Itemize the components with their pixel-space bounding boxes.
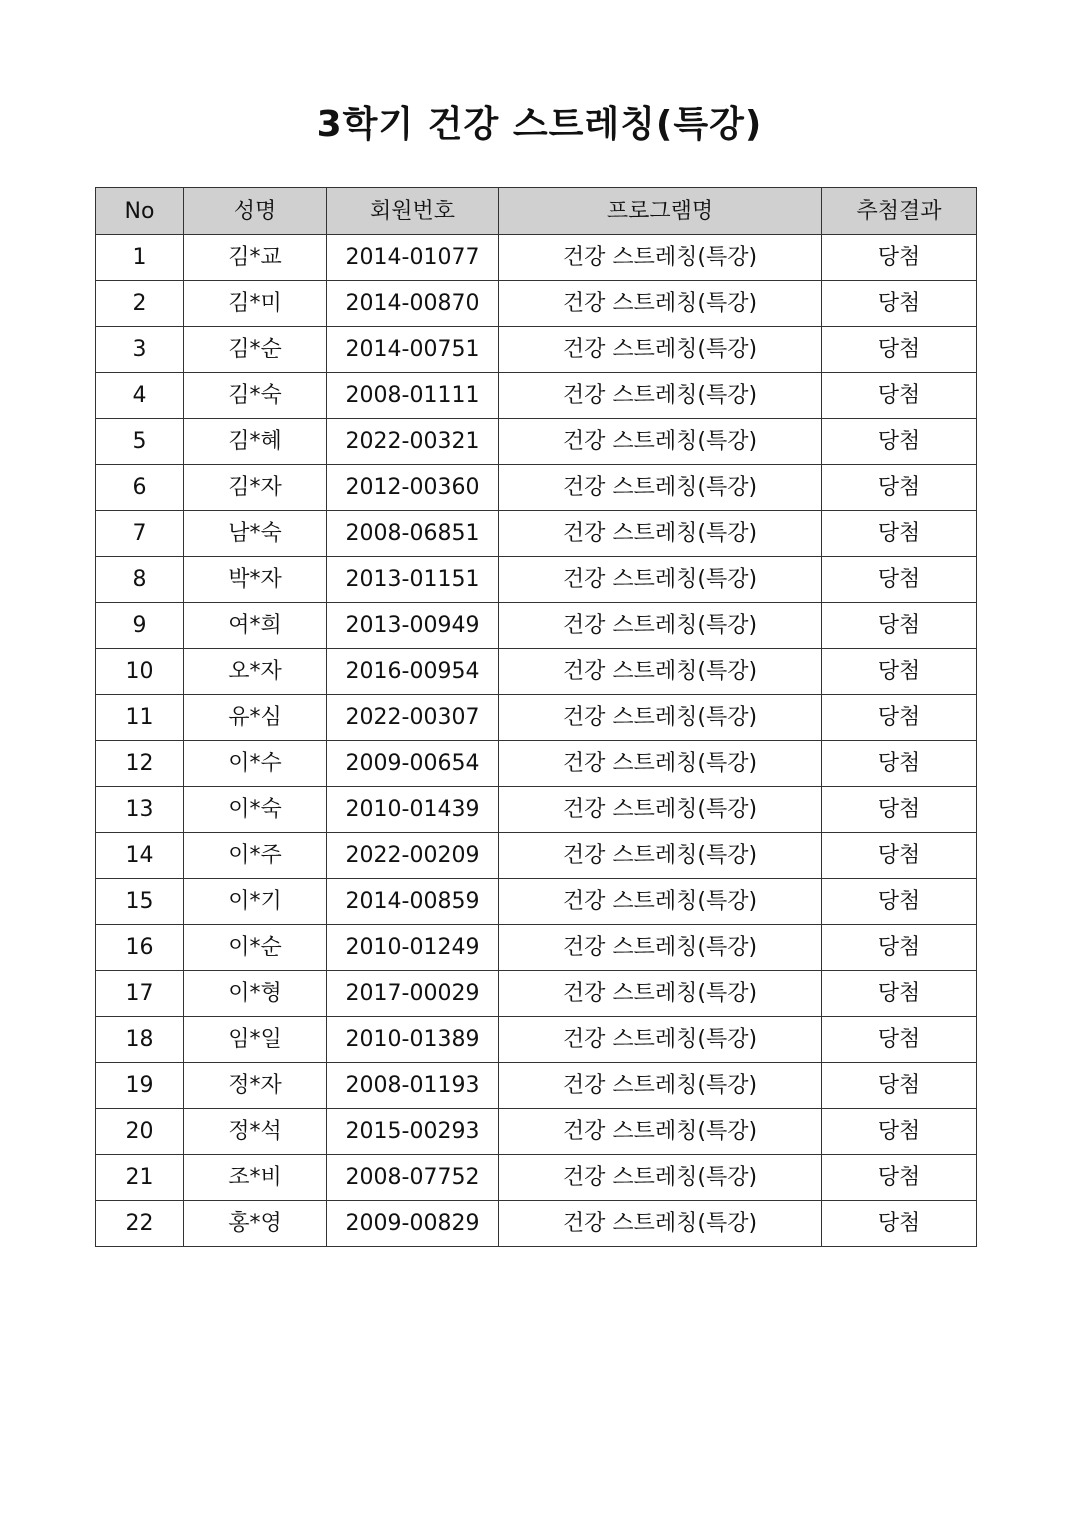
cell-name: 이*형 — [184, 971, 327, 1017]
cell-program: 건강 스트레칭(특강) — [499, 1155, 822, 1201]
cell-result: 당첨 — [822, 1201, 977, 1247]
cell-name: 정*자 — [184, 1063, 327, 1109]
cell-result: 당첨 — [822, 1155, 977, 1201]
cell-member-id: 2008-01111 — [327, 373, 499, 419]
cell-no: 16 — [96, 925, 184, 971]
table-row — [96, 649, 977, 695]
cell-result: 당첨 — [822, 327, 977, 373]
cell-member-id: 2013-01151 — [327, 557, 499, 603]
cell-member-id: 2014-00859 — [327, 879, 499, 925]
cell-name: 김*미 — [184, 281, 327, 327]
cell-name: 김*혜 — [184, 419, 327, 465]
cell-no: 14 — [96, 833, 184, 879]
cell-program: 건강 스트레칭(특강) — [499, 557, 822, 603]
cell-result: 당첨 — [822, 741, 977, 787]
cell-member-id: 2009-00829 — [327, 1201, 499, 1247]
table-row — [96, 1109, 977, 1155]
cell-program: 건강 스트레칭(특강) — [499, 1063, 822, 1109]
cell-no: 2 — [96, 281, 184, 327]
table-row — [96, 879, 977, 925]
table-row — [96, 465, 977, 511]
cell-name: 김*교 — [184, 235, 327, 281]
cell-no: 7 — [96, 511, 184, 557]
cell-name: 박*자 — [184, 557, 327, 603]
cell-name: 조*비 — [184, 1155, 327, 1201]
column-header-no: No — [96, 188, 184, 235]
cell-name: 남*숙 — [184, 511, 327, 557]
cell-no: 11 — [96, 695, 184, 741]
cell-program: 건강 스트레칭(특강) — [499, 327, 822, 373]
cell-result: 당첨 — [822, 419, 977, 465]
cell-name: 여*희 — [184, 603, 327, 649]
cell-member-id: 2017-00029 — [327, 971, 499, 1017]
cell-result: 당첨 — [822, 235, 977, 281]
cell-program: 건강 스트레칭(특강) — [499, 281, 822, 327]
table-row — [96, 925, 977, 971]
column-header-name: 성명 — [184, 188, 327, 235]
table-row — [96, 373, 977, 419]
table-row — [96, 511, 977, 557]
cell-result: 당첨 — [822, 281, 977, 327]
cell-no: 22 — [96, 1201, 184, 1247]
cell-member-id: 2015-00293 — [327, 1109, 499, 1155]
column-header-result: 추첨결과 — [822, 188, 977, 235]
cell-name: 홍*영 — [184, 1201, 327, 1247]
cell-name: 임*일 — [184, 1017, 327, 1063]
table-row — [96, 281, 977, 327]
cell-name: 이*기 — [184, 879, 327, 925]
cell-result: 당첨 — [822, 787, 977, 833]
cell-program: 건강 스트레칭(특강) — [499, 235, 822, 281]
cell-program: 건강 스트레칭(특강) — [499, 603, 822, 649]
table-row — [96, 235, 977, 281]
cell-no: 21 — [96, 1155, 184, 1201]
cell-member-id: 2022-00321 — [327, 419, 499, 465]
cell-result: 당첨 — [822, 1063, 977, 1109]
table-header — [96, 188, 977, 235]
cell-name: 이*수 — [184, 741, 327, 787]
cell-no: 10 — [96, 649, 184, 695]
cell-program: 건강 스트레칭(특강) — [499, 787, 822, 833]
table-row — [96, 419, 977, 465]
cell-program: 건강 스트레칭(특강) — [499, 925, 822, 971]
table-row — [96, 971, 977, 1017]
column-header-program: 프로그램명 — [499, 188, 822, 235]
table-row — [96, 327, 977, 373]
cell-result: 당첨 — [822, 511, 977, 557]
column-header-member-id: 회원번호 — [327, 188, 499, 235]
cell-result: 당첨 — [822, 603, 977, 649]
cell-program: 건강 스트레칭(특강) — [499, 511, 822, 557]
cell-result: 당첨 — [822, 925, 977, 971]
cell-no: 6 — [96, 465, 184, 511]
cell-no: 15 — [96, 879, 184, 925]
lottery-results-table — [95, 187, 977, 1247]
cell-member-id: 2013-00949 — [327, 603, 499, 649]
cell-member-id: 2008-06851 — [327, 511, 499, 557]
cell-result: 당첨 — [822, 557, 977, 603]
cell-result: 당첨 — [822, 1109, 977, 1155]
table-row — [96, 1063, 977, 1109]
cell-name: 김*순 — [184, 327, 327, 373]
cell-result: 당첨 — [822, 695, 977, 741]
cell-no: 5 — [96, 419, 184, 465]
cell-program: 건강 스트레칭(특강) — [499, 741, 822, 787]
cell-program: 건강 스트레칭(특강) — [499, 695, 822, 741]
cell-member-id: 2010-01249 — [327, 925, 499, 971]
cell-no: 3 — [96, 327, 184, 373]
table-row — [96, 833, 977, 879]
cell-member-id: 2008-07752 — [327, 1155, 499, 1201]
cell-program: 건강 스트레칭(특강) — [499, 373, 822, 419]
cell-result: 당첨 — [822, 649, 977, 695]
cell-member-id: 2012-00360 — [327, 465, 499, 511]
cell-member-id: 2022-00307 — [327, 695, 499, 741]
cell-result: 당첨 — [822, 971, 977, 1017]
cell-name: 이*숙 — [184, 787, 327, 833]
table-row — [96, 741, 977, 787]
cell-name: 이*주 — [184, 833, 327, 879]
cell-program: 건강 스트레칭(특강) — [499, 1201, 822, 1247]
cell-no: 8 — [96, 557, 184, 603]
table-row — [96, 603, 977, 649]
table-row — [96, 1201, 977, 1247]
table-body — [96, 235, 977, 1247]
cell-member-id: 2022-00209 — [327, 833, 499, 879]
table-row — [96, 1017, 977, 1063]
cell-result: 당첨 — [822, 879, 977, 925]
cell-name: 유*심 — [184, 695, 327, 741]
cell-member-id: 2008-01193 — [327, 1063, 499, 1109]
cell-member-id: 2014-01077 — [327, 235, 499, 281]
cell-name: 정*석 — [184, 1109, 327, 1155]
cell-program: 건강 스트레칭(특강) — [499, 879, 822, 925]
cell-no: 1 — [96, 235, 184, 281]
cell-program: 건강 스트레칭(특강) — [499, 1017, 822, 1063]
cell-no: 12 — [96, 741, 184, 787]
cell-program: 건강 스트레칭(특강) — [499, 971, 822, 1017]
cell-name: 김*숙 — [184, 373, 327, 419]
cell-no: 4 — [96, 373, 184, 419]
cell-result: 당첨 — [822, 833, 977, 879]
cell-name: 김*자 — [184, 465, 327, 511]
cell-no: 18 — [96, 1017, 184, 1063]
cell-member-id: 2016-00954 — [327, 649, 499, 695]
cell-no: 13 — [96, 787, 184, 833]
cell-member-id: 2010-01389 — [327, 1017, 499, 1063]
page-title: 3학기 건강 스트레칭(특강) — [316, 104, 763, 145]
cell-no: 9 — [96, 603, 184, 649]
header-row — [96, 188, 977, 235]
cell-member-id: 2014-00870 — [327, 281, 499, 327]
cell-no: 20 — [96, 1109, 184, 1155]
cell-member-id: 2009-00654 — [327, 741, 499, 787]
cell-no: 19 — [96, 1063, 184, 1109]
cell-member-id: 2014-00751 — [327, 327, 499, 373]
table-row — [96, 695, 977, 741]
cell-program: 건강 스트레칭(특강) — [499, 1109, 822, 1155]
cell-member-id: 2010-01439 — [327, 787, 499, 833]
cell-program: 건강 스트레칭(특강) — [499, 833, 822, 879]
cell-name: 오*자 — [184, 649, 327, 695]
cell-result: 당첨 — [822, 1017, 977, 1063]
table-row — [96, 787, 977, 833]
cell-result: 당첨 — [822, 465, 977, 511]
cell-no: 17 — [96, 971, 184, 1017]
cell-name: 이*순 — [184, 925, 327, 971]
cell-result: 당첨 — [822, 373, 977, 419]
cell-program: 건강 스트레칭(특강) — [499, 465, 822, 511]
table-row — [96, 557, 977, 603]
cell-program: 건강 스트레칭(특강) — [499, 649, 822, 695]
table-row — [96, 1155, 977, 1201]
cell-program: 건강 스트레칭(특강) — [499, 419, 822, 465]
